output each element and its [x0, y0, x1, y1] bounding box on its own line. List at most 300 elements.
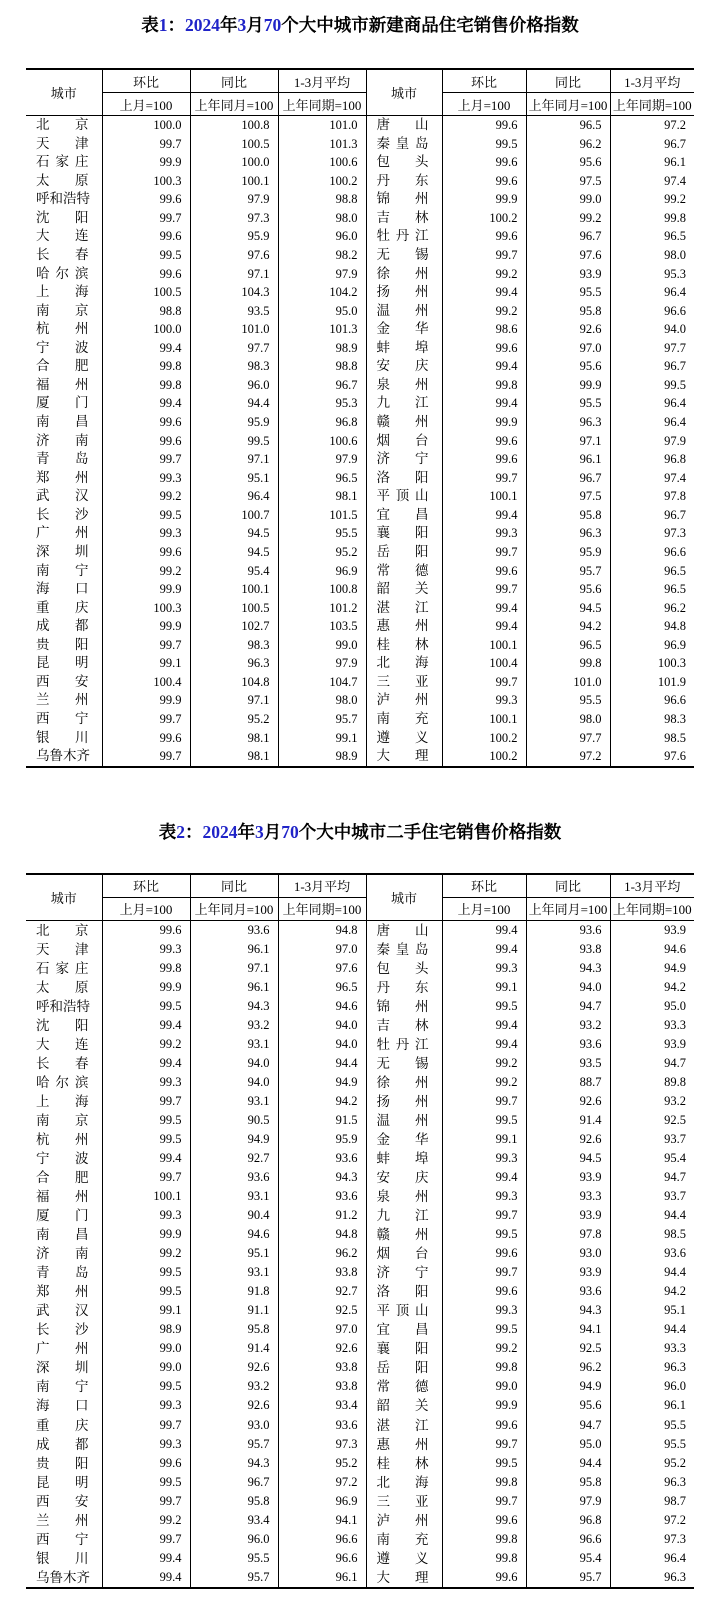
value-cell: 95.3	[610, 265, 694, 284]
table-row	[26, 1054, 694, 1073]
value-cell: 94.4	[610, 1206, 694, 1225]
value-cell: 94.0	[526, 978, 610, 997]
value-cell: 93.9	[526, 1263, 610, 1282]
city-cell	[366, 599, 442, 618]
column-header-yoy: 同比	[526, 874, 610, 898]
value-cell: 99.4	[102, 1549, 190, 1568]
city-cell	[366, 729, 442, 748]
city-cell	[366, 1339, 442, 1358]
value-cell: 99.6	[442, 172, 526, 191]
value-cell: 93.1	[190, 1263, 278, 1282]
city-name: 长沙	[36, 1322, 89, 1338]
value-cell: 99.8	[526, 654, 610, 673]
table-row	[26, 1187, 694, 1206]
value-cell: 96.9	[278, 562, 366, 581]
value-cell: 100.8	[278, 580, 366, 599]
table1-header	[26, 69, 694, 116]
value-cell: 99.2	[442, 1073, 526, 1092]
value-cell: 94.0	[610, 320, 694, 339]
value-cell: 99.8	[442, 1549, 526, 1568]
value-cell: 94.4	[610, 1263, 694, 1282]
table-row	[26, 394, 694, 413]
city-cell	[366, 302, 442, 321]
city-cell	[26, 320, 102, 339]
value-cell: 99.5	[610, 376, 694, 395]
city-cell	[26, 1301, 102, 1320]
city-cell	[26, 543, 102, 562]
value-cell: 99.0	[102, 1358, 190, 1377]
city-cell	[366, 1549, 442, 1568]
value-cell: 104.3	[190, 283, 278, 302]
table-row	[26, 1244, 694, 1263]
table2-secondhand-price-index	[26, 873, 694, 1589]
city-cell	[26, 1092, 102, 1111]
city-name: 桂林	[376, 636, 429, 652]
title-text: ：	[167, 15, 185, 35]
city-cell	[26, 747, 102, 767]
value-cell: 96.9	[278, 1492, 366, 1511]
value-cell: 95.8	[526, 1473, 610, 1492]
city-name: 南宁	[36, 562, 89, 578]
city-name: 乌鲁木齐	[36, 748, 90, 764]
city-name: 桂林	[376, 1455, 429, 1471]
city-name: 天津	[36, 135, 89, 151]
city-cell	[366, 357, 442, 376]
value-cell: 99.3	[442, 1149, 526, 1168]
value-cell: 95.0	[610, 997, 694, 1016]
value-cell: 94.4	[526, 1454, 610, 1473]
value-cell: 93.9	[610, 1035, 694, 1054]
city-name: 湛江	[376, 1417, 429, 1433]
value-cell: 96.6	[526, 1530, 610, 1549]
title-text: 表	[158, 821, 177, 842]
column-header-city: 城市	[366, 874, 442, 921]
title-text: ：	[185, 821, 203, 842]
value-cell: 97.1	[526, 432, 610, 451]
city-name: 南昌	[36, 1227, 89, 1243]
value-cell: 99.7	[102, 1492, 190, 1511]
city-cell	[26, 673, 102, 692]
city-cell	[26, 1073, 102, 1092]
value-cell: 98.9	[278, 747, 366, 767]
value-cell: 99.3	[442, 1187, 526, 1206]
city-name: 西宁	[36, 1531, 89, 1547]
value-cell: 98.1	[190, 729, 278, 748]
table-row	[26, 940, 694, 959]
value-cell: 96.6	[610, 691, 694, 710]
value-cell: 99.4	[102, 1568, 190, 1588]
value-cell: 99.8	[102, 959, 190, 978]
city-cell	[366, 246, 442, 265]
city-name: 秦皇岛	[376, 135, 429, 151]
value-cell: 99.4	[442, 1016, 526, 1035]
value-cell: 97.5	[526, 487, 610, 506]
table-row	[26, 357, 694, 376]
value-cell: 96.1	[190, 940, 278, 959]
value-cell: 100.1	[190, 580, 278, 599]
value-cell: 99.5	[102, 1377, 190, 1396]
city-name: 深圳	[36, 543, 89, 559]
value-cell: 91.2	[278, 1206, 366, 1225]
value-cell: 100.2	[442, 747, 526, 767]
city-name: 烟台	[376, 1246, 429, 1262]
city-name: 北京	[36, 922, 89, 938]
value-cell: 96.2	[526, 135, 610, 154]
value-cell: 100.3	[610, 654, 694, 673]
value-cell: 97.6	[278, 959, 366, 978]
value-cell: 99.1	[278, 729, 366, 748]
column-header-mom: 环比	[102, 874, 190, 898]
city-name: 宁波	[36, 339, 89, 355]
city-cell	[366, 1225, 442, 1244]
value-cell: 94.0	[190, 1073, 278, 1092]
city-name: 银川	[36, 729, 89, 745]
city-cell	[366, 469, 442, 488]
value-cell: 96.6	[610, 302, 694, 321]
value-cell: 99.2	[610, 190, 694, 209]
value-cell: 99.6	[442, 1244, 526, 1263]
value-cell: 99.4	[102, 339, 190, 358]
value-cell: 99.6	[442, 153, 526, 172]
value-cell: 94.0	[278, 1016, 366, 1035]
value-cell: 99.6	[102, 543, 190, 562]
value-cell: 97.9	[278, 450, 366, 469]
city-name: 三亚	[376, 673, 429, 689]
value-cell: 96.4	[610, 394, 694, 413]
city-name: 徐州	[376, 265, 429, 281]
table-row	[26, 283, 694, 302]
header-row	[26, 874, 694, 898]
value-cell: 96.5	[278, 978, 366, 997]
value-cell: 94.5	[526, 599, 610, 618]
table-row	[26, 1301, 694, 1320]
city-name: 洛阳	[376, 469, 429, 485]
value-cell: 97.9	[278, 654, 366, 673]
value-cell: 95.2	[610, 1454, 694, 1473]
value-cell: 94.2	[610, 978, 694, 997]
city-cell	[26, 1016, 102, 1035]
value-cell: 96.5	[278, 469, 366, 488]
value-cell: 99.7	[442, 580, 526, 599]
value-cell: 95.8	[190, 1320, 278, 1339]
value-cell: 93.8	[278, 1358, 366, 1377]
city-name: 广州	[36, 1341, 89, 1357]
table-row	[26, 1454, 694, 1473]
value-cell: 93.3	[610, 1339, 694, 1358]
column-header-mom: 环比	[102, 69, 190, 93]
value-cell: 99.4	[442, 599, 526, 618]
city-name: 扬州	[376, 284, 429, 300]
value-cell: 93.6	[190, 920, 278, 940]
value-cell: 94.5	[190, 543, 278, 562]
city-name: 包头	[376, 960, 429, 976]
value-cell: 99.1	[102, 654, 190, 673]
city-cell	[26, 599, 102, 618]
value-cell: 99.5	[442, 997, 526, 1016]
table-row	[26, 1511, 694, 1530]
value-cell: 91.4	[526, 1111, 610, 1130]
value-cell: 99.7	[102, 1092, 190, 1111]
value-cell: 97.2	[278, 1473, 366, 1492]
title-number: 3	[255, 821, 264, 842]
city-name: 洛阳	[376, 1284, 429, 1300]
city-name: 西安	[36, 673, 89, 689]
city-name: 哈尔滨	[36, 1074, 89, 1090]
value-cell: 91.8	[190, 1282, 278, 1301]
value-cell: 99.2	[526, 209, 610, 228]
table-row	[26, 1073, 694, 1092]
value-cell: 97.9	[278, 265, 366, 284]
value-cell: 93.2	[526, 1016, 610, 1035]
value-cell: 92.5	[610, 1111, 694, 1130]
value-cell: 94.0	[190, 1054, 278, 1073]
table-row	[26, 617, 694, 636]
title-text: 表	[141, 15, 159, 35]
city-name: 石家庄	[36, 960, 89, 976]
column-header-avg: 1-3月平均	[610, 874, 694, 898]
city-cell	[26, 1473, 102, 1492]
value-cell: 94.9	[190, 1130, 278, 1149]
city-name: 昆明	[36, 655, 89, 671]
column-header-avg: 1-3月平均	[278, 69, 366, 93]
city-cell	[26, 394, 102, 413]
value-cell: 95.5	[610, 1435, 694, 1454]
value-cell: 92.6	[190, 1396, 278, 1415]
value-cell: 94.5	[190, 524, 278, 543]
city-cell	[26, 1568, 102, 1588]
city-name: 贵阳	[36, 636, 89, 652]
value-cell: 99.5	[442, 1225, 526, 1244]
table-row	[26, 376, 694, 395]
city-cell	[26, 1454, 102, 1473]
value-cell: 93.5	[526, 1054, 610, 1073]
city-cell	[366, 1358, 442, 1377]
column-header-avg_base: 上年同期=100	[278, 897, 366, 920]
city-cell	[26, 1396, 102, 1415]
city-name: 重庆	[36, 1417, 89, 1433]
table-row	[26, 1549, 694, 1568]
value-cell: 97.4	[610, 469, 694, 488]
city-name: 武汉	[36, 1303, 89, 1319]
table-row	[26, 135, 694, 154]
city-name: 大理	[376, 748, 429, 764]
city-name: 扬州	[376, 1093, 429, 1109]
city-name: 蚌埠	[376, 339, 429, 355]
city-name: 泉州	[376, 376, 429, 392]
city-name: 哈尔滨	[36, 265, 89, 281]
value-cell: 97.1	[190, 265, 278, 284]
value-cell: 100.1	[442, 636, 526, 655]
city-cell	[366, 1416, 442, 1435]
value-cell: 100.0	[102, 116, 190, 135]
city-cell	[26, 1416, 102, 1435]
city-cell	[366, 673, 442, 692]
value-cell: 97.2	[610, 1511, 694, 1530]
city-cell	[366, 1149, 442, 1168]
city-name: 牡丹江	[376, 228, 429, 244]
city-name: 大连	[36, 1036, 89, 1052]
table2-header	[26, 874, 694, 921]
city-cell	[366, 1244, 442, 1263]
value-cell: 96.3	[610, 1358, 694, 1377]
city-name: 福州	[36, 1189, 89, 1205]
value-cell: 94.6	[278, 997, 366, 1016]
value-cell: 104.2	[278, 283, 366, 302]
value-cell: 94.8	[610, 617, 694, 636]
city-name: 合肥	[36, 358, 89, 374]
value-cell: 97.9	[190, 190, 278, 209]
value-cell: 99.5	[102, 1473, 190, 1492]
city-name: 呼和浩特	[36, 998, 90, 1014]
value-cell: 95.2	[278, 1454, 366, 1473]
city-name: 深圳	[36, 1360, 89, 1376]
city-name: 金华	[376, 1132, 429, 1148]
city-cell	[26, 413, 102, 432]
value-cell: 99.7	[442, 1092, 526, 1111]
city-cell	[366, 1473, 442, 1492]
value-cell: 97.3	[278, 1435, 366, 1454]
city-name: 海口	[36, 1398, 89, 1414]
table-row	[26, 1339, 694, 1358]
value-cell: 93.1	[190, 1092, 278, 1111]
table-row	[26, 599, 694, 618]
city-cell	[366, 135, 442, 154]
value-cell: 96.6	[610, 543, 694, 562]
city-cell	[366, 1377, 442, 1396]
value-cell: 98.3	[610, 710, 694, 729]
city-cell	[366, 1511, 442, 1530]
value-cell: 99.4	[442, 283, 526, 302]
city-cell	[26, 153, 102, 172]
table-row	[26, 1092, 694, 1111]
value-cell: 99.4	[102, 394, 190, 413]
city-name: 武汉	[36, 488, 89, 504]
table-row	[26, 1282, 694, 1301]
value-cell: 103.5	[278, 617, 366, 636]
city-name: 三亚	[376, 1493, 429, 1509]
value-cell: 99.2	[442, 265, 526, 284]
value-cell: 100.2	[442, 729, 526, 748]
city-cell	[366, 1168, 442, 1187]
value-cell: 97.8	[526, 1225, 610, 1244]
value-cell: 96.1	[610, 153, 694, 172]
city-cell	[26, 1111, 102, 1130]
table-row	[26, 978, 694, 997]
value-cell: 90.5	[190, 1111, 278, 1130]
city-name: 重庆	[36, 599, 89, 615]
value-cell: 99.2	[442, 1054, 526, 1073]
value-cell: 97.7	[610, 339, 694, 358]
table2-title	[0, 820, 720, 844]
value-cell: 96.7	[610, 506, 694, 525]
value-cell: 92.6	[526, 1092, 610, 1111]
value-cell: 99.7	[442, 246, 526, 265]
city-cell	[26, 524, 102, 543]
value-cell: 99.9	[102, 580, 190, 599]
table-row	[26, 691, 694, 710]
city-name: 宁波	[36, 1151, 89, 1167]
city-name: 金华	[376, 321, 429, 337]
value-cell: 99.5	[190, 432, 278, 451]
city-name: 泸州	[376, 1512, 429, 1528]
value-cell: 99.7	[442, 469, 526, 488]
value-cell: 92.6	[526, 320, 610, 339]
city-name: 锦州	[376, 191, 429, 207]
value-cell: 98.3	[190, 636, 278, 655]
value-cell: 96.1	[610, 1396, 694, 1415]
value-cell: 97.9	[526, 1492, 610, 1511]
city-name: 唐山	[376, 117, 429, 132]
value-cell: 97.1	[190, 959, 278, 978]
value-cell: 96.0	[610, 1377, 694, 1396]
city-name: 沈阳	[36, 209, 89, 225]
value-cell: 93.8	[526, 940, 610, 959]
value-cell: 96.2	[278, 1244, 366, 1263]
value-cell: 99.7	[102, 710, 190, 729]
value-cell: 99.3	[442, 1301, 526, 1320]
table-row	[26, 190, 694, 209]
value-cell: 95.0	[526, 1435, 610, 1454]
value-cell: 99.6	[102, 190, 190, 209]
city-cell	[366, 1568, 442, 1588]
value-cell: 99.0	[278, 636, 366, 655]
table-row	[26, 320, 694, 339]
value-cell: 99.9	[442, 413, 526, 432]
value-cell: 95.6	[526, 357, 610, 376]
value-cell: 97.6	[190, 246, 278, 265]
value-cell: 97.0	[526, 339, 610, 358]
value-cell: 99.7	[102, 1416, 190, 1435]
city-cell	[366, 524, 442, 543]
value-cell: 99.5	[442, 1111, 526, 1130]
city-cell	[26, 1320, 102, 1339]
value-cell: 92.6	[526, 1130, 610, 1149]
city-name: 昆明	[36, 1474, 89, 1490]
value-cell: 99.8	[442, 376, 526, 395]
value-cell: 100.0	[102, 320, 190, 339]
city-name: 遵义	[376, 1550, 429, 1566]
city-cell	[26, 135, 102, 154]
value-cell: 94.9	[526, 1377, 610, 1396]
value-cell: 95.8	[526, 302, 610, 321]
value-cell: 95.6	[526, 153, 610, 172]
city-cell	[26, 227, 102, 246]
city-cell	[366, 432, 442, 451]
value-cell: 99.2	[102, 487, 190, 506]
value-cell: 92.5	[526, 1339, 610, 1358]
value-cell: 94.4	[278, 1054, 366, 1073]
value-cell: 94.3	[278, 1168, 366, 1187]
city-name: 厦门	[36, 395, 89, 411]
value-cell: 92.5	[278, 1301, 366, 1320]
value-cell: 99.7	[442, 543, 526, 562]
table-row	[26, 1016, 694, 1035]
city-cell	[366, 265, 442, 284]
value-cell: 99.5	[102, 997, 190, 1016]
value-cell: 93.6	[278, 1416, 366, 1435]
value-cell: 96.7	[190, 1473, 278, 1492]
value-cell: 95.9	[278, 1130, 366, 1149]
value-cell: 99.6	[102, 413, 190, 432]
title-number: 3	[237, 15, 247, 35]
value-cell: 99.5	[102, 1282, 190, 1301]
value-cell: 99.3	[102, 1206, 190, 1225]
value-cell: 93.9	[526, 265, 610, 284]
value-cell: 94.7	[526, 997, 610, 1016]
city-cell	[26, 617, 102, 636]
value-cell: 99.8	[442, 1473, 526, 1492]
table-row	[26, 116, 694, 135]
